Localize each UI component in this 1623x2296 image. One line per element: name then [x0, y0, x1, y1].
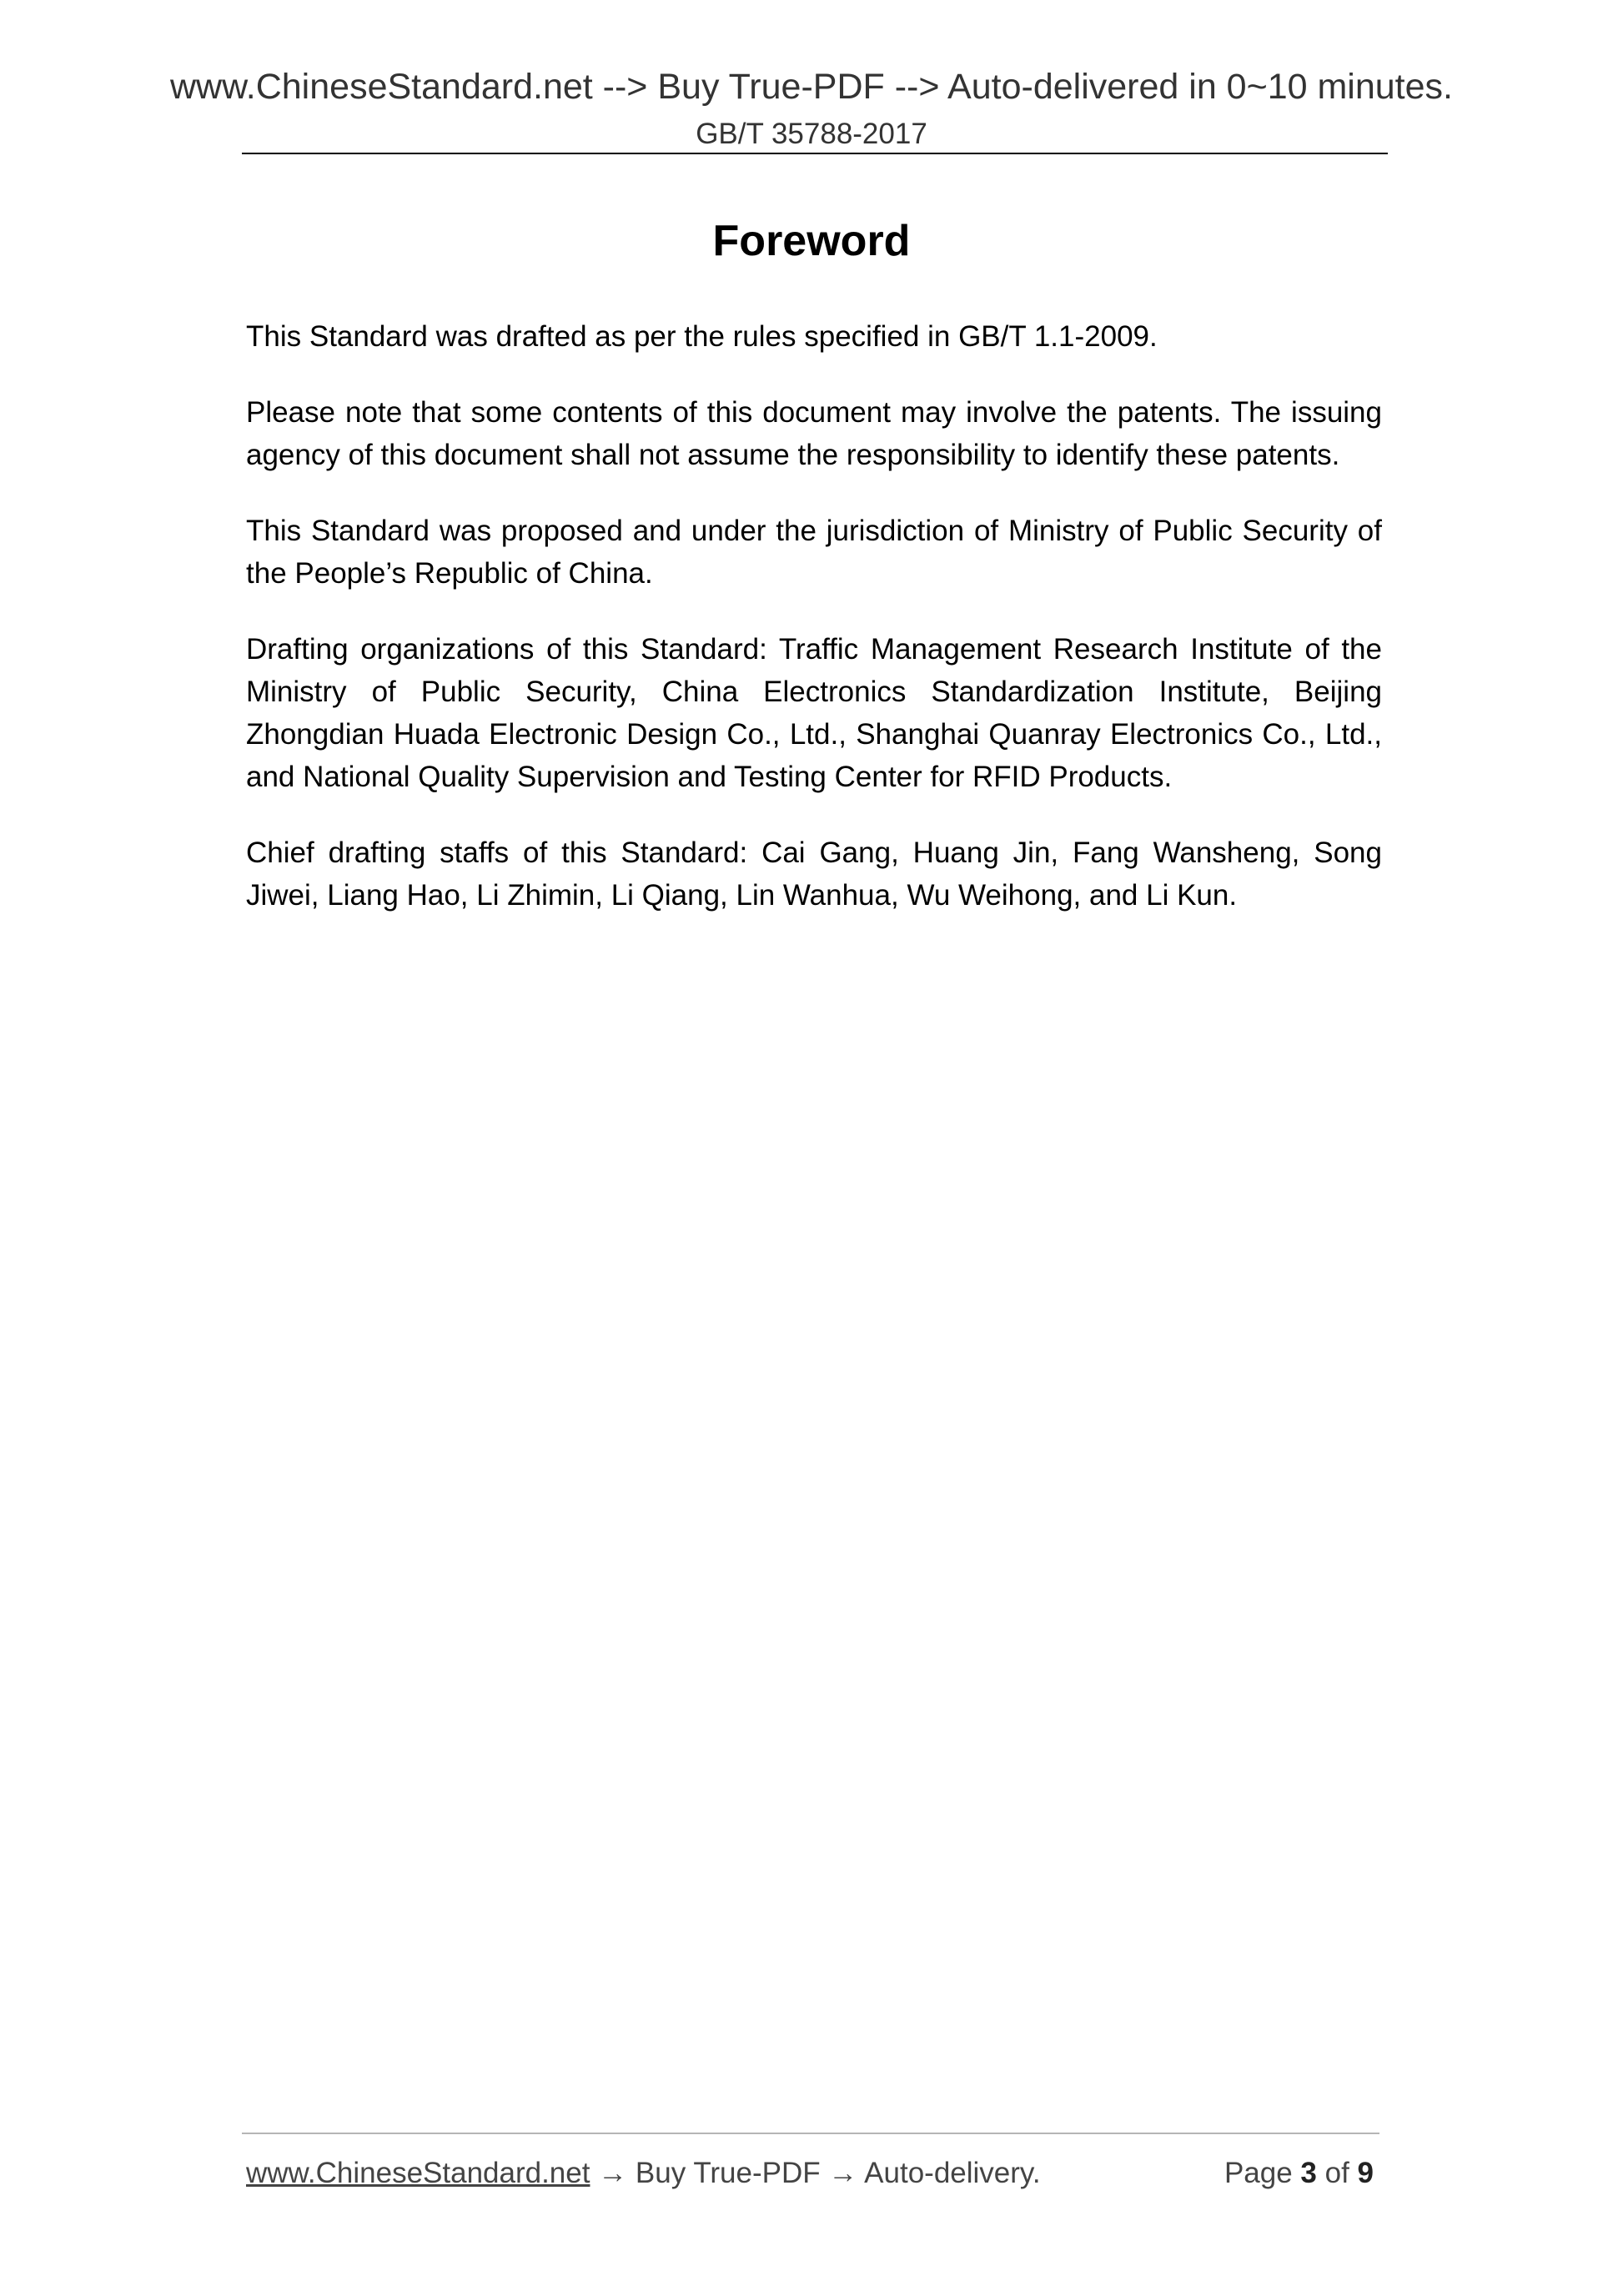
paragraph-jurisdiction: This Standard was proposed and under the jurisdiction of Ministry of Public Security of the People’s Republic of China.	[246, 515, 1382, 590]
header-divider	[242, 153, 1388, 154]
total-pages: 9	[1357, 2157, 1374, 2189]
page-number	[1224, 2155, 1374, 2192]
page-title: Foreword	[712, 217, 911, 265]
page-label: Page	[1224, 2157, 1301, 2189]
footer-tagline: → Buy True-PDF → Auto-delivery.	[590, 2157, 1041, 2189]
current-page: 3	[1300, 2157, 1317, 2189]
paragraph-drafting-staff: Chief drafting staffs of this Standard: Cai Gang, Huang Jin, Fang Wansheng, Song Jiwei, Liang Hao, Li Zhimin, Li Qiang, Lin Wanhua, Wu Weihong, and Li Kun.	[246, 837, 1382, 912]
page-of-label: of	[1316, 2157, 1358, 2189]
foreword-body	[246, 315, 1382, 950]
paragraph-drafting-organizations: Drafting organizations of this Standard: Traffic Management Research Institute of the Ministry of Public Security, China Electronics Standardization Institute, Beijing Zhongdian Huada Electronic Design Co., Ltd., Shanghai Quanray Electronics Co., Ltd., and National Quality Supervision and Testing Center for RFID Products.	[246, 633, 1382, 793]
paragraph-drafting-rules: This Standard was drafted as per the rules specified in GB/T 1.1-2009.	[246, 320, 1158, 353]
footer-divider	[242, 2133, 1379, 2134]
footer-site-link[interactable]: www.ChineseStandard.net	[246, 2157, 590, 2189]
standard-code: GB/T 35788-2017	[696, 118, 927, 150]
site-banner: www.ChineseStandard.net --> Buy True-PDF --> Auto-delivered in 0~10 minutes.	[169, 67, 1453, 107]
footer-left	[246, 2155, 1041, 2192]
paragraph-patents-notice: Please note that some contents of this document may involve the patents. The issuing agency of this document shall not assume the responsibility to identify these patents.	[246, 396, 1382, 471]
